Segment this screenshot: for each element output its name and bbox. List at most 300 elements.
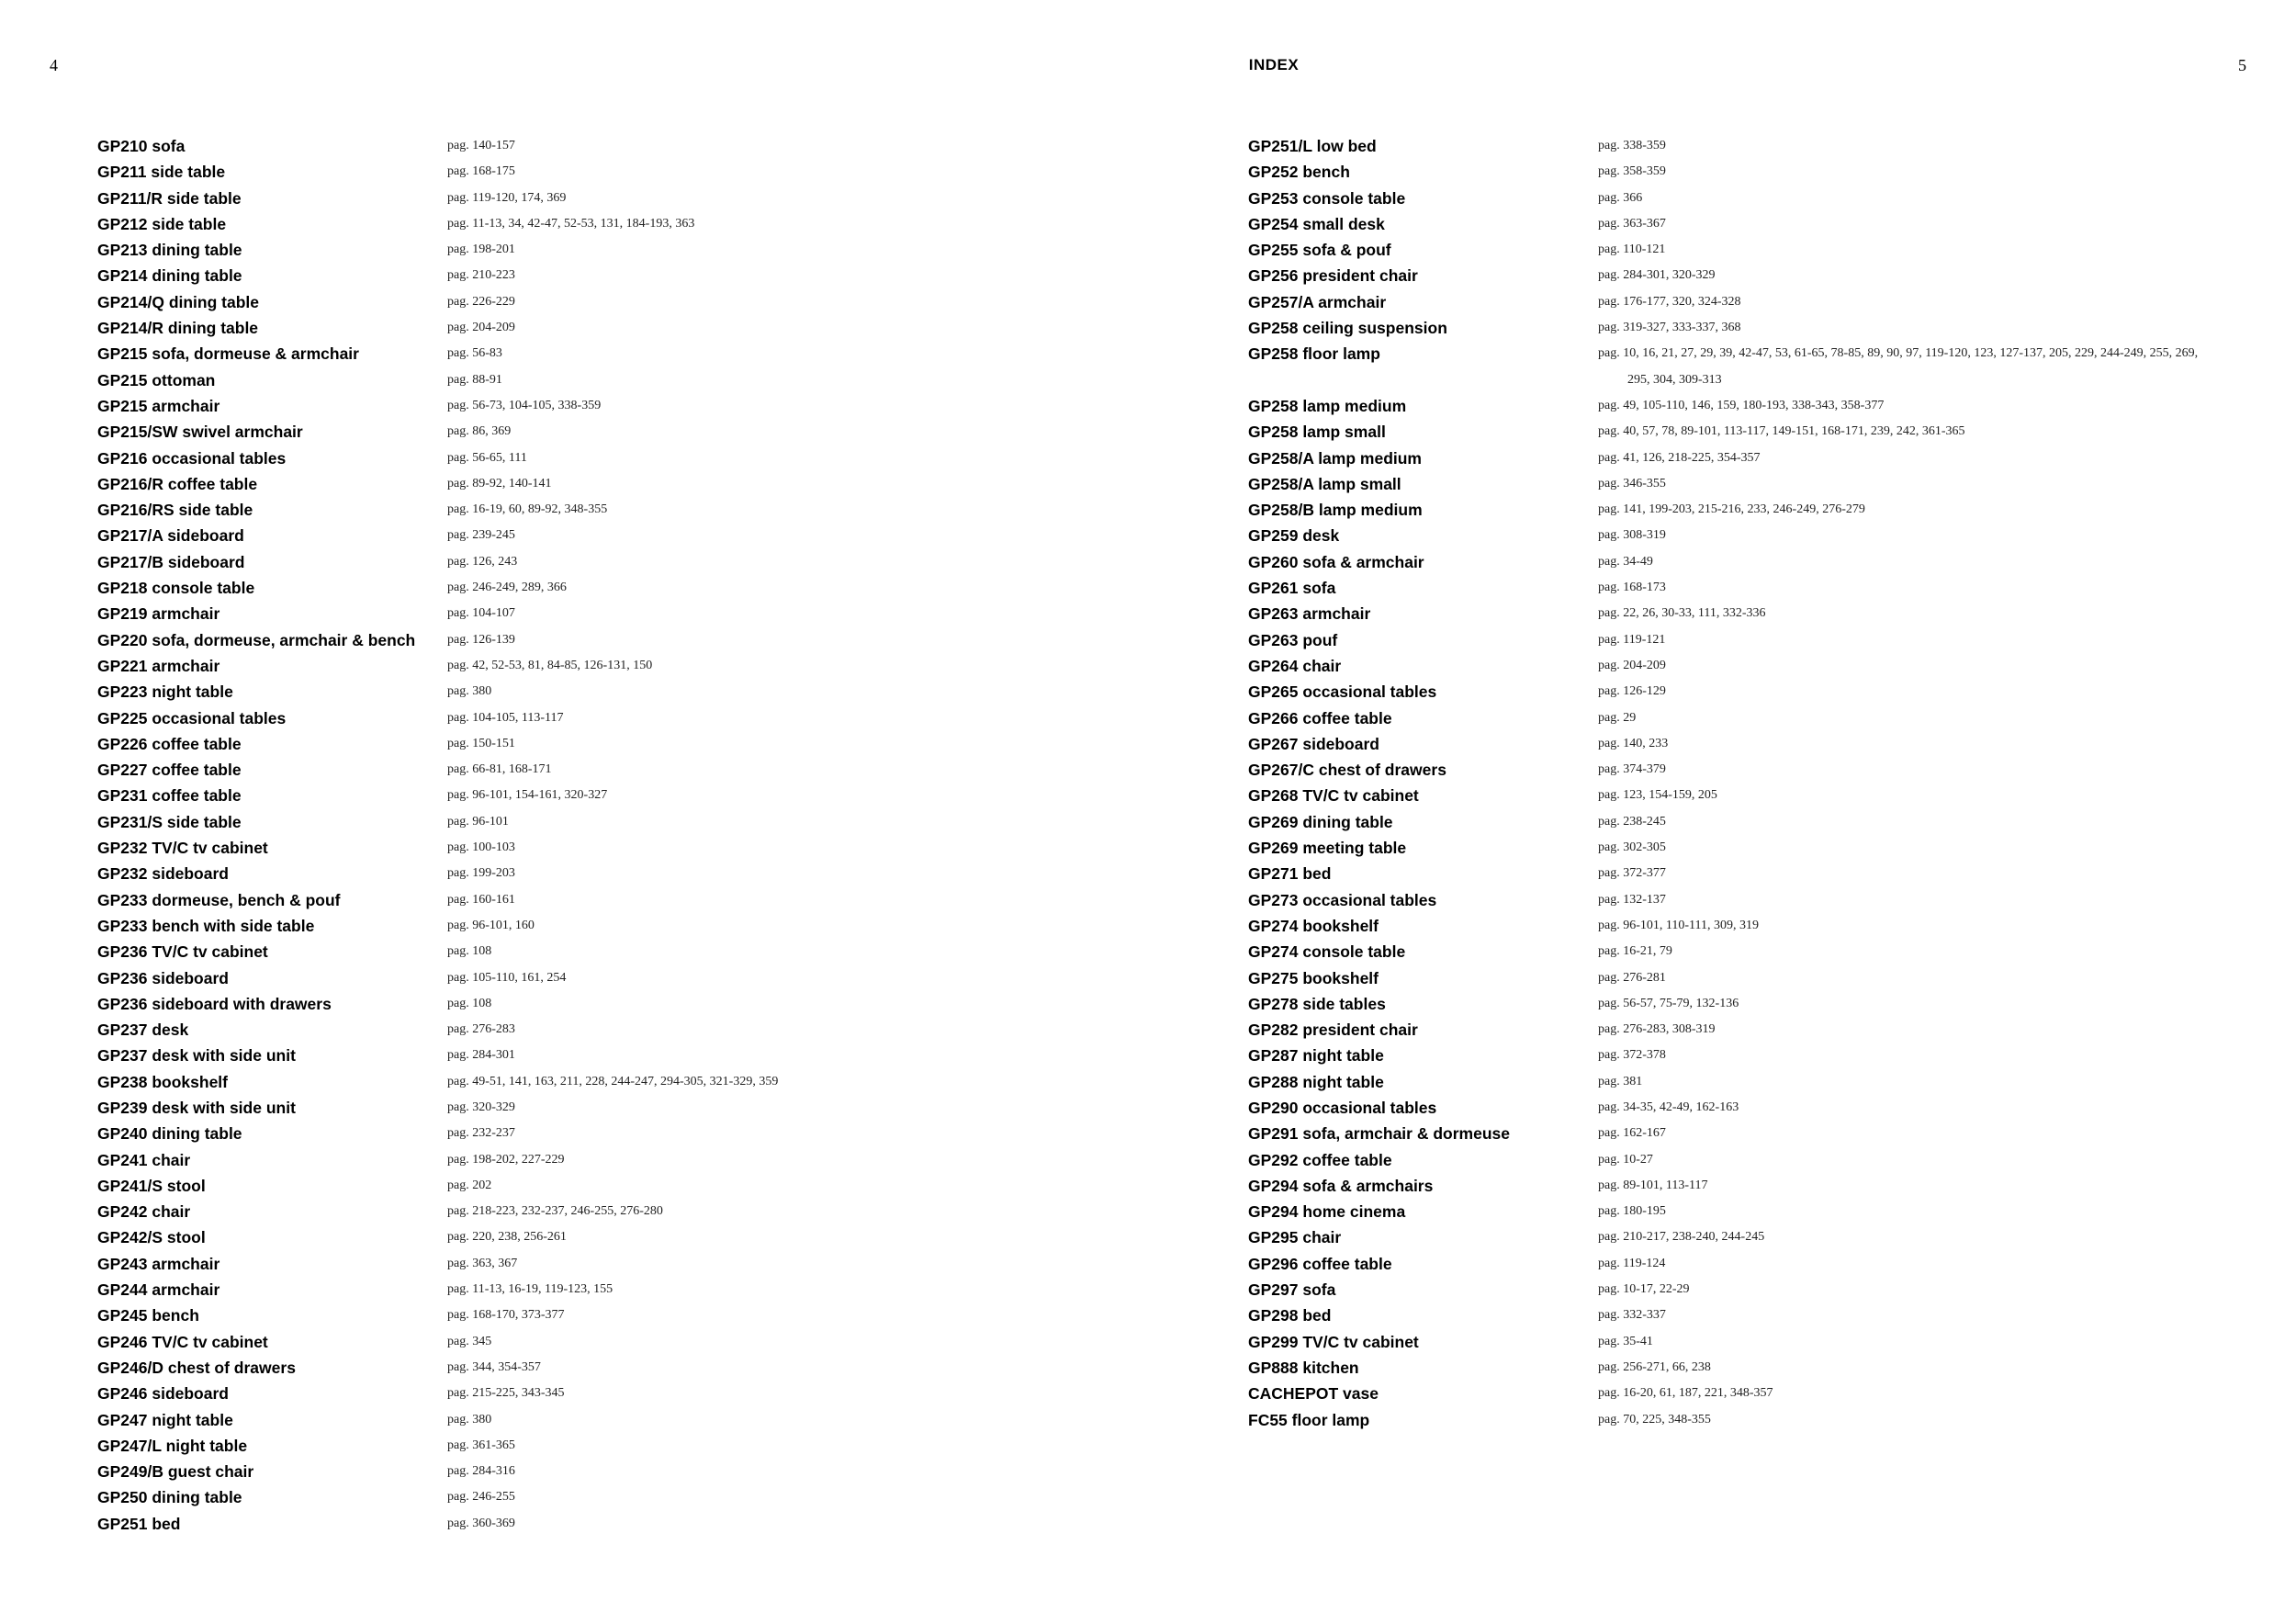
index-entry <box>97 471 1016 497</box>
index-entry <box>1248 1329 2167 1355</box>
entry-name: GP220 sofa, dormeuse, armchair & bench <box>97 630 416 649</box>
entry-name: GP214 dining table <box>97 266 242 286</box>
entry-pages: pag. 162-167 <box>1598 1126 1666 1141</box>
entry-pages: pag. 204-209 <box>1598 658 1666 672</box>
entry-name: GP231 coffee table <box>97 786 242 806</box>
entry-pages: pag. 246-255 <box>447 1490 515 1505</box>
index-entry <box>97 601 1016 626</box>
entry-pages: pag. 374-379 <box>1598 762 1666 777</box>
entry-name: GP237 desk <box>97 1021 189 1040</box>
index-entry <box>97 783 1016 808</box>
entry-name: GP298 bed <box>1248 1306 1332 1325</box>
index-entry <box>1248 1043 2167 1068</box>
entry-name: GP249/B guest chair <box>97 1462 254 1482</box>
entry-pages: pag. 366 <box>1598 190 1643 205</box>
entry-name: GP215 ottoman <box>97 370 216 389</box>
index-entry <box>97 1095 1016 1121</box>
entry-pages: pag. 105-110, 161, 254 <box>447 970 567 985</box>
entry-pages: pag. 332-337 <box>1598 1308 1666 1323</box>
index-entry <box>1248 705 2167 731</box>
index-entry <box>97 705 1016 731</box>
entry-pages: pag. 10, 16, 21, 27, 29, 39, 42-47, 53, 61-65, 78-85, 89, 90, 97, 119-120, 123, 127-137, 205, 229, 244-249, 255, 269, 295, 304, 309-313 <box>1598 346 2199 387</box>
entry-pages: pag. 96-101, 154-161, 320-327 <box>447 788 608 803</box>
index-entry <box>1248 861 2167 886</box>
index-entry <box>1248 1224 2167 1250</box>
index-entry <box>97 523 1016 548</box>
entry-pages: pag. 104-105, 113-117 <box>447 710 564 725</box>
entry-name: GP242/S stool <box>97 1228 206 1247</box>
entry-name: GP251 bed <box>97 1514 181 1533</box>
entry-pages: pag. 29 <box>1598 710 1637 725</box>
entry-pages: pag. 210-223 <box>447 268 515 283</box>
index-entry <box>97 341 1016 367</box>
index-entry <box>97 1459 1016 1484</box>
page-number-left: 4 <box>50 56 58 74</box>
index-entry <box>97 1147 1016 1173</box>
entry-name: GP244 armchair <box>97 1280 220 1300</box>
entry-pages: pag. 150-151 <box>447 736 515 750</box>
index-entry <box>1248 471 2167 497</box>
index-entry <box>1248 575 2167 601</box>
index-entry <box>1248 757 2167 783</box>
entry-name: GP247/L night table <box>97 1436 248 1455</box>
entry-pages: pag. 346-355 <box>1598 476 1666 491</box>
entry-name: GP251/L low bed <box>1248 137 1377 155</box>
entry-pages: pag. 256-271, 66, 238 <box>1598 1359 1711 1374</box>
index-entry <box>97 1069 1016 1095</box>
entry-name: GP226 coffee table <box>97 734 242 753</box>
entry-pages: pag. 86, 369 <box>447 424 512 439</box>
index-entry <box>1248 341 2199 393</box>
index-entry <box>1248 186 2167 211</box>
index-entry <box>1248 1147 2167 1173</box>
entry-name: GP263 armchair <box>1248 604 1371 624</box>
entry-name: GP268 TV/C tv cabinet <box>1248 786 1419 806</box>
entry-name: GP216/RS side table <box>97 501 253 520</box>
entry-name: GP263 pouf <box>1248 630 1338 649</box>
entry-pages: pag. 226-229 <box>447 294 515 309</box>
index-entry <box>97 991 1016 1017</box>
entry-pages: pag. 96-101, 110-111, 309, 319 <box>1598 918 1759 932</box>
entry-pages: pag. 126-139 <box>447 632 515 647</box>
entry-name: GP240 dining table <box>97 1124 242 1144</box>
index-entry <box>97 159 1016 185</box>
entry-pages: pag. 42, 52-53, 81, 84-85, 126-131, 150 <box>447 658 653 672</box>
index-entry <box>97 1251 1016 1277</box>
entry-name: GP299 TV/C tv cabinet <box>1248 1332 1419 1351</box>
index-entry <box>97 263 1016 288</box>
index-entry <box>97 575 1016 601</box>
entry-name: GP256 president chair <box>1248 266 1418 286</box>
entry-pages: pag. 104-107 <box>447 606 515 621</box>
index-entry <box>97 497 1016 523</box>
entry-name: GP265 occasional tables <box>1248 682 1437 702</box>
entry-name: GP271 bed <box>1248 864 1332 884</box>
entry-name: GP243 armchair <box>97 1254 220 1273</box>
index-entry <box>1248 393 2167 419</box>
index-entry <box>97 965 1016 991</box>
entry-name: GP232 TV/C tv cabinet <box>97 839 268 858</box>
entry-name: GP236 sideboard <box>97 968 229 987</box>
index-entry <box>1248 1173 2167 1199</box>
entry-name: GP227 coffee table <box>97 761 242 780</box>
index-entry <box>97 445 1016 471</box>
entry-name: GP258/A lamp medium <box>1248 448 1422 468</box>
entry-name: GP218 console table <box>97 579 255 598</box>
entry-pages: pag. 372-377 <box>1598 866 1666 881</box>
entry-name: GP287 night table <box>1248 1046 1384 1066</box>
entry-pages: pag. 11-13, 16-19, 119-123, 155 <box>447 1282 613 1297</box>
entry-name: GP258 lamp small <box>1248 423 1386 442</box>
index-entry <box>97 133 1016 159</box>
entry-name: GP269 meeting table <box>1248 839 1407 858</box>
entry-pages: pag. 56-57, 75-79, 132-136 <box>1598 996 1739 1010</box>
entry-pages: pag. 49, 105-110, 146, 159, 180-193, 338-343, 358-377 <box>1598 398 1885 412</box>
index-entry <box>1248 1017 2167 1043</box>
entry-name: GP264 chair <box>1248 656 1342 675</box>
entry-pages: pag. 360-369 <box>447 1516 515 1530</box>
entry-pages: pag. 246-249, 289, 366 <box>447 581 567 595</box>
entry-pages: pag. 202 <box>447 1178 492 1192</box>
entry-pages: pag. 10-17, 22-29 <box>1598 1282 1690 1297</box>
entry-pages: pag. 180-195 <box>1598 1204 1666 1219</box>
entry-pages: pag. 276-283, 308-319 <box>1598 1022 1716 1037</box>
entry-pages: pag. 16-21, 79 <box>1598 944 1672 959</box>
entry-name: GP211/R side table <box>97 188 242 208</box>
index-column-left <box>97 133 1016 1537</box>
index-entry <box>1248 315 2167 341</box>
entry-name: GP252 bench <box>1248 163 1350 182</box>
index-entry <box>97 1277 1016 1303</box>
entry-pages: pag. 126-129 <box>1598 684 1666 699</box>
index-entry <box>1248 1277 2167 1303</box>
index-entry <box>97 237 1016 263</box>
entry-name: GP254 small desk <box>1248 214 1385 233</box>
index-entry <box>1248 601 2167 626</box>
entry-pages: pag. 160-161 <box>447 892 515 907</box>
entry-pages: pag. 96-101 <box>447 814 509 829</box>
entry-name: GP232 sideboard <box>97 864 229 884</box>
entry-name: GP297 sofa <box>1248 1280 1336 1300</box>
entry-name: GP241/S stool <box>97 1176 206 1195</box>
entry-pages: pag. 210-217, 238-240, 244-245 <box>1598 1230 1765 1245</box>
entry-pages: pag. 56-65, 111 <box>447 450 527 465</box>
entry-pages: pag. 220, 238, 256-261 <box>447 1230 567 1245</box>
index-entry <box>97 1329 1016 1355</box>
entry-pages: pag. 380 <box>447 684 492 699</box>
entry-pages: pag. 168-173 <box>1598 581 1666 595</box>
entry-name: GP275 bookshelf <box>1248 968 1379 987</box>
index-entry <box>1248 1095 2167 1121</box>
entry-name: GP269 dining table <box>1248 812 1393 831</box>
index-entry <box>1248 1199 2167 1224</box>
index-entry <box>1248 887 2167 913</box>
entry-name: GP274 console table <box>1248 942 1406 962</box>
index-entry <box>1248 1069 2167 1095</box>
entry-pages: pag. 168-175 <box>447 164 515 179</box>
entry-name: GP212 side table <box>97 214 227 233</box>
entry-pages: pag. 218-223, 232-237, 246-255, 276-280 <box>447 1204 663 1219</box>
entry-pages: pag. 110-121 <box>1598 242 1666 257</box>
entry-name: GP225 occasional tables <box>97 708 287 727</box>
entry-name: GP242 chair <box>97 1202 191 1222</box>
index-entry <box>97 1511 1016 1537</box>
entry-name: GP237 desk with side unit <box>97 1046 296 1066</box>
entry-name: GP278 side tables <box>1248 994 1386 1013</box>
entry-name: GP236 TV/C tv cabinet <box>97 942 268 962</box>
entry-name: GP274 bookshelf <box>1248 916 1379 935</box>
entry-name: GP273 occasional tables <box>1248 890 1437 909</box>
entry-name: GP219 armchair <box>97 604 220 624</box>
entry-name: GP257/A armchair <box>1248 292 1387 311</box>
entry-name: GP216/R coffee table <box>97 474 258 493</box>
entry-pages: pag. 89-101, 113-117 <box>1598 1178 1708 1192</box>
entry-name: GP238 bookshelf <box>97 1072 228 1091</box>
entry-name: GP250 dining table <box>97 1488 242 1507</box>
entry-pages: pag. 168-170, 373-377 <box>447 1308 565 1323</box>
entry-name: GP245 bench <box>97 1306 199 1325</box>
entry-pages: pag. 338-359 <box>1598 139 1666 152</box>
entry-pages: pag. 361-365 <box>447 1438 515 1452</box>
entry-name: GP258 ceiling suspension <box>1248 319 1447 338</box>
entry-name: GP267/C chest of drawers <box>1248 761 1446 780</box>
entry-name: GP214/Q dining table <box>97 292 260 311</box>
index-entry <box>97 1224 1016 1250</box>
entry-pages: pag. 16-20, 61, 187, 221, 348-357 <box>1598 1386 1773 1401</box>
entry-name: GP231/S side table <box>97 812 242 831</box>
index-entry <box>97 1043 1016 1068</box>
entry-name: GP295 chair <box>1248 1228 1342 1247</box>
entry-pages: pag. 70, 225, 348-355 <box>1598 1412 1711 1427</box>
index-entry <box>1248 549 2167 575</box>
entry-pages: pag. 22, 26, 30-33, 111, 332-336 <box>1598 606 1766 621</box>
entry-name: GP290 occasional tables <box>1248 1098 1437 1117</box>
entry-name: GP291 sofa, armchair & dormeuse <box>1248 1124 1510 1144</box>
entry-name: GP255 sofa & pouf <box>1248 241 1391 260</box>
index-entry <box>97 835 1016 861</box>
entry-pages: pag. 140-157 <box>447 139 515 152</box>
entry-name: GP258/B lamp medium <box>1248 501 1423 520</box>
index-entry <box>97 653 1016 679</box>
entry-pages: pag. 204-209 <box>447 321 515 335</box>
index-entry <box>97 809 1016 835</box>
index-entry <box>97 861 1016 886</box>
index-entry <box>97 211 1016 237</box>
index-entry <box>97 1303 1016 1328</box>
index-entry <box>1248 1251 2167 1277</box>
entry-pages: pag. 100-103 <box>447 840 515 855</box>
entry-pages: pag. 199-203 <box>447 866 515 881</box>
entry-pages: pag. 308-319 <box>1598 528 1666 543</box>
entry-name: GP259 desk <box>1248 526 1340 546</box>
index-entry <box>1248 1381 2167 1406</box>
entry-pages: pag. 198-202, 227-229 <box>447 1152 565 1167</box>
entry-pages: pag. 56-73, 104-105, 338-359 <box>447 398 602 412</box>
entry-pages: pag. 238-245 <box>1598 814 1666 829</box>
index-entry <box>1248 159 2167 185</box>
entry-pages: pag. 119-120, 174, 369 <box>447 190 567 205</box>
index-entry <box>97 1484 1016 1510</box>
index-entry <box>97 1355 1016 1381</box>
index-entry <box>97 1407 1016 1433</box>
index-entry <box>1248 289 2167 315</box>
entry-name: GP282 president chair <box>1248 1021 1418 1040</box>
entry-name: GP233 dormeuse, bench & pouf <box>97 890 341 909</box>
index-entry <box>1248 653 2167 679</box>
entry-pages: pag. 108 <box>447 996 492 1010</box>
index-entry <box>1248 523 2167 548</box>
entry-pages: pag. 215-225, 343-345 <box>447 1386 565 1401</box>
entry-pages: pag. 88-91 <box>447 372 502 387</box>
index-entry <box>1248 783 2167 808</box>
entry-name: GP261 sofa <box>1248 579 1336 598</box>
index-entry <box>1248 237 2167 263</box>
index-entry <box>1248 1121 2167 1146</box>
index-entry <box>97 1381 1016 1406</box>
index-entry <box>97 627 1016 653</box>
index-entry <box>1248 419 2167 445</box>
index-entry <box>97 731 1016 757</box>
entry-pages: pag. 284-301 <box>447 1048 515 1063</box>
entry-pages: pag. 302-305 <box>1598 840 1666 855</box>
entry-pages: pag. 363-367 <box>1598 216 1666 231</box>
entry-name: GP246 sideboard <box>97 1384 229 1404</box>
index-entry <box>1248 627 2167 653</box>
entry-pages: pag. 372-378 <box>1598 1048 1666 1063</box>
entry-pages: pag. 123, 154-159, 205 <box>1598 788 1717 803</box>
index-entry <box>1248 913 2167 939</box>
entry-pages: pag. 176-177, 320, 324-328 <box>1598 294 1741 309</box>
index-entry <box>97 549 1016 575</box>
entry-name: GP253 console table <box>1248 188 1406 208</box>
index-entry <box>1248 133 2167 159</box>
entry-pages: pag. 344, 354-357 <box>447 1359 541 1374</box>
index-entry <box>1248 835 2167 861</box>
entry-pages: pag. 96-101, 160 <box>447 918 535 932</box>
entry-name: GP211 side table <box>97 163 226 182</box>
entry-name: GP215 armchair <box>97 396 220 415</box>
entry-pages: pag. 319-327, 333-337, 368 <box>1598 321 1741 335</box>
index-entry <box>1248 965 2167 991</box>
entry-name: GP266 coffee table <box>1248 708 1392 727</box>
entry-pages: pag. 66-81, 168-171 <box>447 762 552 777</box>
index-entry <box>97 887 1016 913</box>
entry-pages: pag. 320-329 <box>447 1100 515 1114</box>
entry-name: GP294 home cinema <box>1248 1202 1406 1222</box>
entry-pages: pag. 108 <box>447 944 492 959</box>
entry-pages: pag. 126, 243 <box>447 554 518 569</box>
entry-name: GP258 floor lamp <box>1248 344 1380 364</box>
entry-name: GP214/R dining table <box>97 319 259 338</box>
index-entry <box>97 679 1016 705</box>
index-entry <box>97 757 1016 783</box>
entry-name: GP221 armchair <box>97 656 220 675</box>
entry-name: GP267 sideboard <box>1248 734 1379 753</box>
index-entry <box>1248 679 2167 705</box>
index-entry <box>1248 1407 2167 1433</box>
index-entry <box>97 1121 1016 1146</box>
entry-pages: pag. 140, 233 <box>1598 736 1669 750</box>
entry-pages: pag. 276-283 <box>447 1022 515 1037</box>
entry-name: GP260 sofa & armchair <box>1248 552 1424 571</box>
entry-name: GP246/D chest of drawers <box>97 1358 296 1377</box>
index-entry <box>1248 731 2167 757</box>
entry-pages: pag. 198-201 <box>447 242 515 257</box>
index-entry <box>1248 211 2167 237</box>
entry-pages: pag. 35-41 <box>1598 1334 1653 1348</box>
entry-pages: pag. 119-121 <box>1598 632 1666 647</box>
entry-name: GP236 sideboard with drawers <box>97 994 332 1013</box>
index-entry <box>1248 809 2167 835</box>
entry-name: GP241 chair <box>97 1150 191 1169</box>
index-entry <box>97 1017 1016 1043</box>
entry-name: GP215 sofa, dormeuse & armchair <box>97 344 359 364</box>
entry-name: GP213 dining table <box>97 241 242 260</box>
entry-name: GP215/SW swivel armchair <box>97 423 303 442</box>
entry-name: GP888 kitchen <box>1248 1358 1359 1377</box>
index-column-right <box>1248 133 2199 1433</box>
index-entry <box>1248 1355 2167 1381</box>
entry-name: GP210 sofa <box>97 137 186 155</box>
entry-pages: pag. 56-83 <box>447 346 502 361</box>
index-entry <box>97 939 1016 964</box>
entry-name: GP217/A sideboard <box>97 526 244 546</box>
index-entry <box>97 1433 1016 1459</box>
entry-name: GP223 night table <box>97 682 233 702</box>
entry-name: GP246 TV/C tv cabinet <box>97 1332 268 1351</box>
entry-name: GP296 coffee table <box>1248 1254 1392 1273</box>
entry-pages: pag. 363, 367 <box>447 1256 518 1270</box>
entry-pages: pag. 10-27 <box>1598 1152 1653 1167</box>
entry-pages: pag. 89-92, 140-141 <box>447 476 552 491</box>
entry-pages: pag. 345 <box>447 1334 492 1348</box>
entry-pages: pag. 141, 199-203, 215-216, 233, 246-249, 276-279 <box>1598 502 1865 517</box>
entry-name: CACHEPOT vase <box>1248 1384 1379 1404</box>
entry-name: GP239 desk with side unit <box>97 1098 296 1117</box>
entry-name: GP288 night table <box>1248 1072 1384 1091</box>
index-entry <box>1248 939 2167 964</box>
entry-pages: pag. 232-237 <box>447 1126 515 1141</box>
index-entry <box>97 1199 1016 1224</box>
index-entry <box>97 186 1016 211</box>
index-entry <box>97 393 1016 419</box>
entry-pages: pag. 16-19, 60, 89-92, 348-355 <box>447 502 608 517</box>
index-entry <box>97 419 1016 445</box>
index-entry <box>97 913 1016 939</box>
entry-name: GP216 occasional tables <box>97 448 287 468</box>
entry-pages: pag. 41, 126, 218-225, 354-357 <box>1598 450 1761 465</box>
index-entry <box>1248 445 2167 471</box>
page-title: INDEX <box>1248 56 1300 73</box>
entry-pages: pag. 358-359 <box>1598 164 1666 179</box>
index-entry <box>97 367 1016 393</box>
entry-pages: pag. 381 <box>1598 1074 1643 1088</box>
page-number-right: 5 <box>2238 56 2246 74</box>
index-entry <box>97 315 1016 341</box>
entry-pages: pag. 34-35, 42-49, 162-163 <box>1598 1100 1739 1114</box>
index-entry <box>97 289 1016 315</box>
entry-name: GP258 lamp medium <box>1248 396 1407 415</box>
index-entry <box>97 1173 1016 1199</box>
entry-pages: pag. 132-137 <box>1598 892 1666 907</box>
index-entry <box>1248 263 2167 288</box>
entry-pages: pag. 276-281 <box>1598 970 1666 985</box>
entry-name: FC55 floor lamp <box>1248 1410 1370 1429</box>
index-entry <box>1248 1303 2167 1328</box>
entry-pages: pag. 11-13, 34, 42-47, 52-53, 131, 184-193, 363 <box>447 216 695 231</box>
entry-name: GP233 bench with side table <box>97 916 315 935</box>
entry-pages: pag. 284-316 <box>447 1464 515 1479</box>
